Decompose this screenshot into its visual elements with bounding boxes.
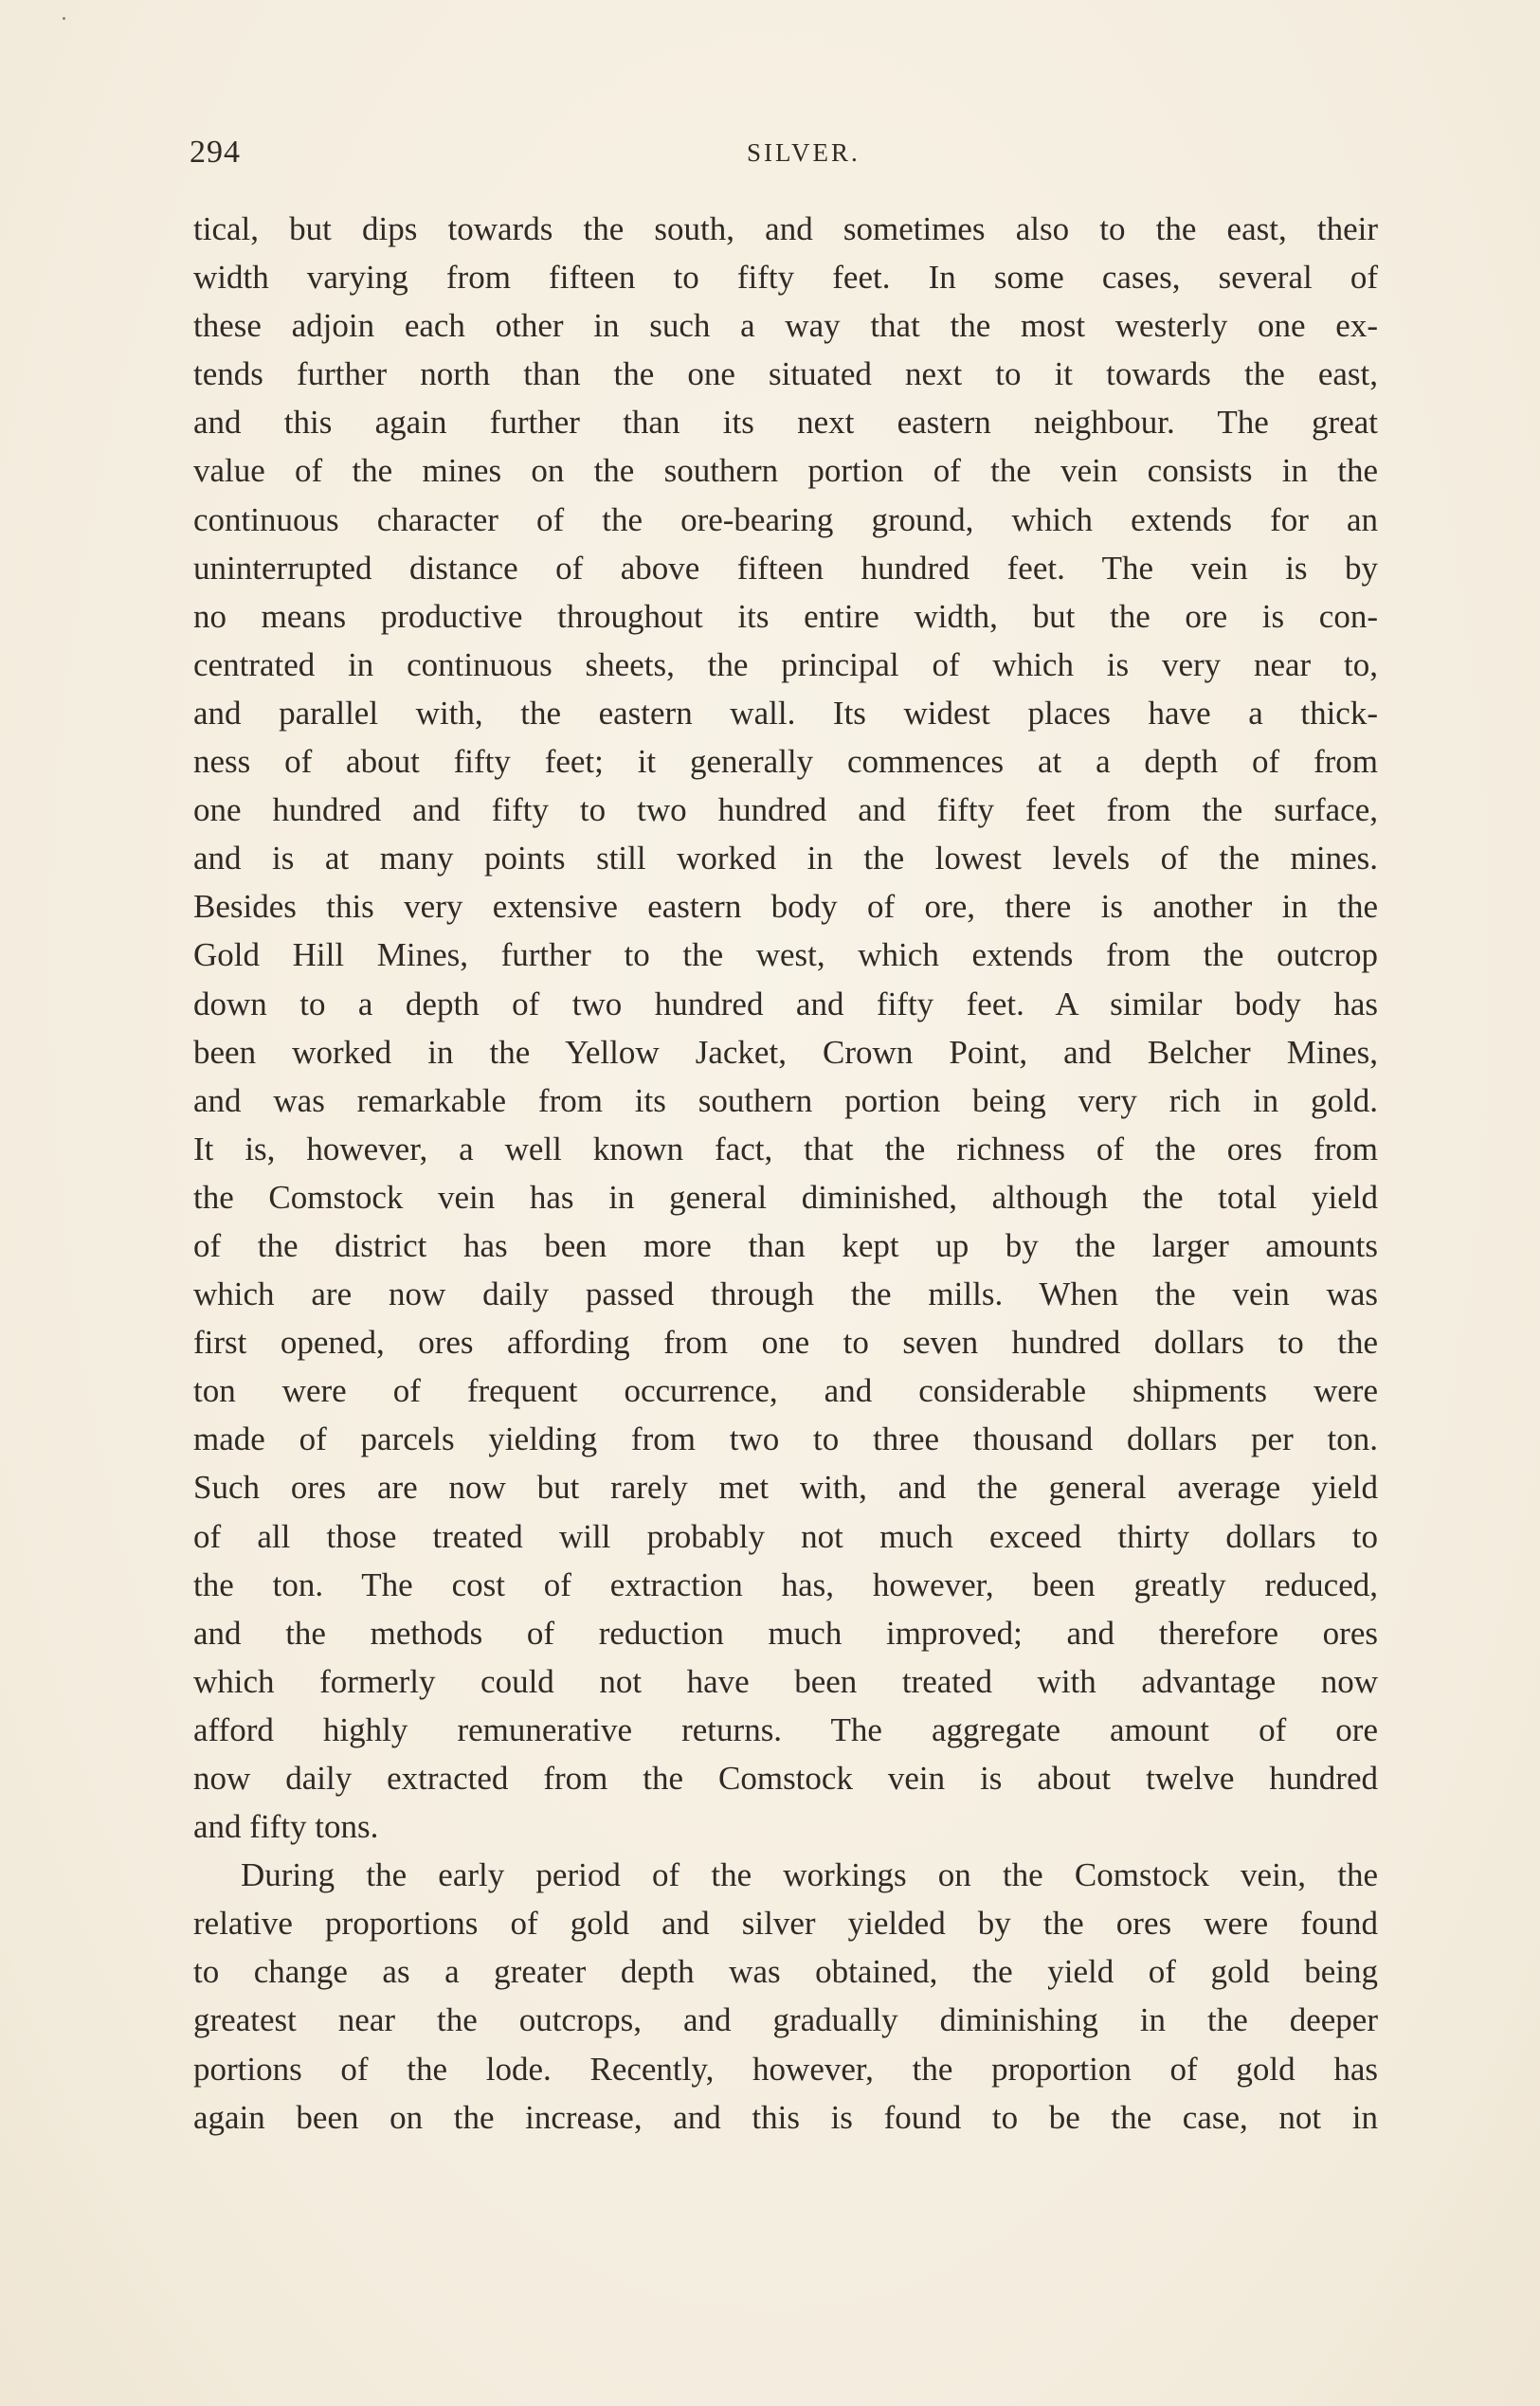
text-line: and parallel with, the eastern wall. Its widest places have a thick- (193, 694, 1378, 732)
text-line: Gold Hill Mines, further to the west, which extends from the outcrop (193, 936, 1378, 974)
text-line: relative proportions of gold and silver yielded by the ores were found (193, 1905, 1378, 1943)
text-line: made of parcels yielding from two to three thousand dollars per ton. (193, 1420, 1378, 1458)
running-title: SILVER. (747, 138, 861, 167)
text-line: greatest near the outcrops, and gradually diminishing in the deeper (193, 2001, 1378, 2039)
text-line: continuous character of the ore-bearing ground, which extends for an (193, 500, 1378, 538)
paper-speck (63, 17, 65, 20)
text-line: now daily extracted from the Comstock vein is about twelve hundred (193, 1760, 1378, 1797)
text-line: one hundred and fifty to two hundred and fifty feet from the surface, (193, 791, 1378, 829)
text-line: and was remarkable from its southern portion being very rich in gold. (193, 1081, 1378, 1119)
text-line: down to a depth of two hundred and fifty feet. A similar body has (193, 985, 1378, 1022)
text-line: Besides this very extensive eastern body of ore, there is another in the (193, 888, 1378, 926)
text-line: the ton. The cost of extraction has, however, been greatly reduced, (193, 1565, 1378, 1603)
running-head (190, 135, 1374, 172)
text-line: which are now daily passed through the mills. When the vein was (193, 1275, 1378, 1313)
text-line: It is, however, a well known fact, that the richness of the ores from (193, 1130, 1378, 1167)
text-line: and this again further than its next eastern neighbour. The great (193, 404, 1378, 442)
text-line: been worked in the Yellow Jacket, Crown Point, and Belcher Mines, (193, 1033, 1378, 1071)
page-number: 294 (190, 135, 241, 170)
text-line: During the early period of the workings on the Comstock vein, the (241, 1856, 1378, 1894)
text-line: and is at many points still worked in the lowest levels of the mines. (193, 840, 1378, 877)
text-line: ton were of frequent occurrence, and considerable shipments were (193, 1372, 1378, 1410)
text-line: again been on the increase, and this is found to be the case, not in (193, 2098, 1378, 2136)
text-line: afford highly remunerative returns. The aggregate amount of ore (193, 1710, 1378, 1748)
text-line: to change as a greater depth was obtained, the yield of gold being (193, 1953, 1378, 1991)
text-line: and fifty tons. (193, 1808, 379, 1846)
text-line: these adjoin each other in such a way that the most westerly one ex- (193, 307, 1378, 345)
text-line: of the district has been more than kept up by the larger amounts (193, 1226, 1378, 1264)
text-line: ness of about fifty feet; it generally commences at a depth of from (193, 743, 1378, 781)
text-line: portions of the lode. Recently, however, the proportion of gold has (193, 2050, 1378, 2088)
text-line: value of the mines on the southern portion of the vein consists in the (193, 452, 1378, 490)
text-line: first opened, ores affording from one to seven hundred dollars to the (193, 1324, 1378, 1362)
text-line: no means productive throughout its entire width, but the ore is con- (193, 597, 1378, 635)
text-line: width varying from fifteen to fifty feet. In some cases, several of (193, 259, 1378, 297)
body-text (193, 205, 1378, 2142)
text-line: which formerly could not have been treated with advantage now (193, 1662, 1378, 1700)
text-line: uninterrupted distance of above fifteen hundred feet. The vein is by (193, 549, 1378, 587)
text-line: centrated in continuous sheets, the principal of which is very near to, (193, 645, 1378, 683)
text-line: the Comstock vein has in general diminished, although the total yield (193, 1178, 1378, 1216)
text-line: and the methods of reduction much improved; and therefore ores (193, 1614, 1378, 1652)
text-line: of all those treated will probably not much exceed thirty dollars to (193, 1517, 1378, 1555)
text-line: tends further north than the one situated next to it towards the east, (193, 355, 1378, 393)
text-line: tical, but dips towards the south, and sometimes also to the east, their (193, 210, 1378, 247)
text-line: Such ores are now but rarely met with, and the general average yield (193, 1469, 1378, 1507)
